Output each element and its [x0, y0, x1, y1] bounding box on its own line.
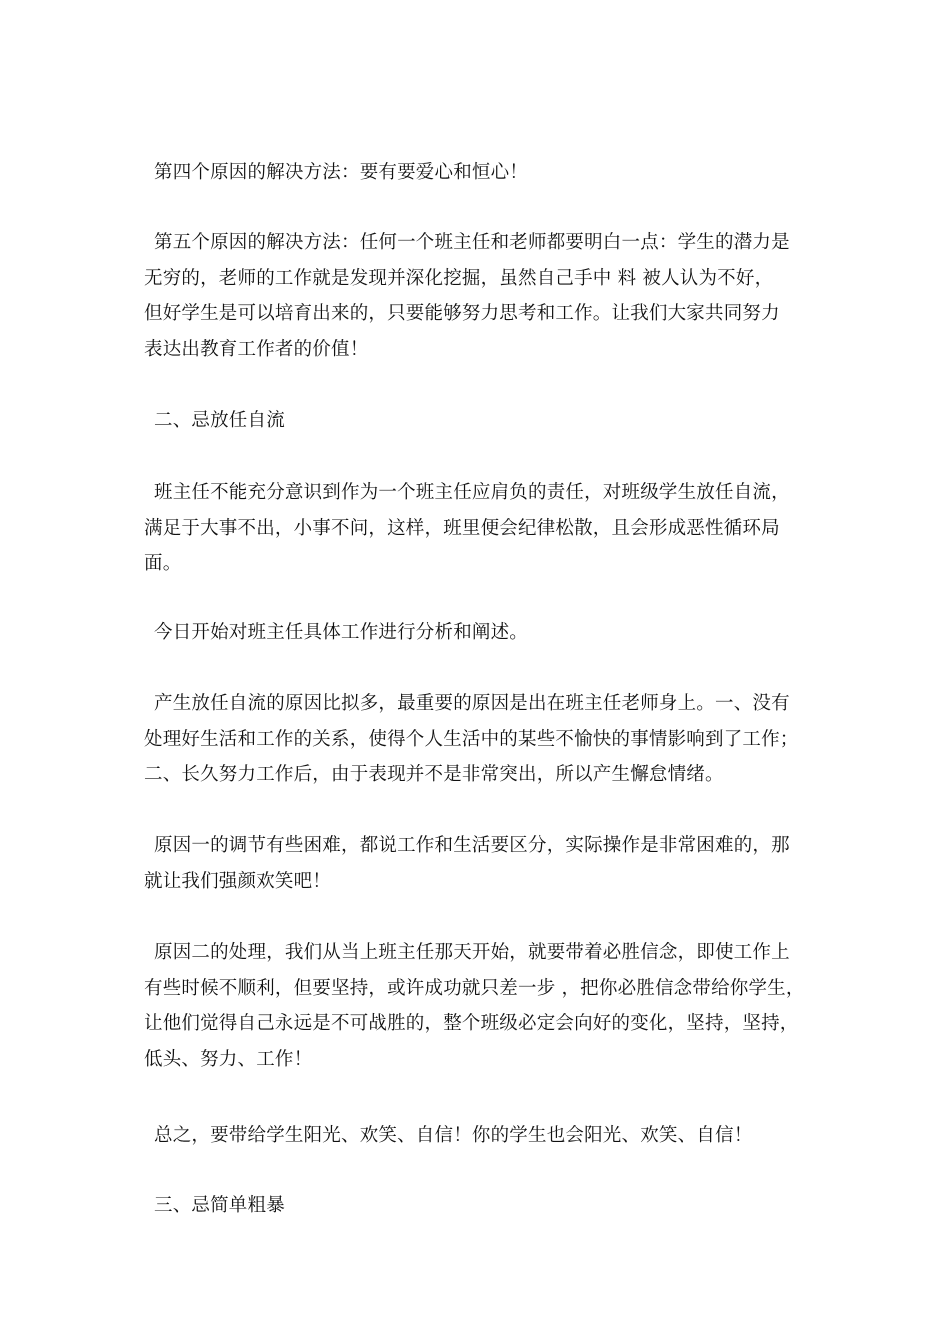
text-line: 第五个原因的解决方法：任何一个班主任和老师都要明白一点：学生的潜力是: [154, 232, 790, 253]
text-line: 处理好生活和工作的关系，使得个人生活中的某些不愉快的事情影响到了工作；: [144, 728, 799, 750]
heading-line: 三、忌简单粗暴: [154, 1195, 285, 1216]
heading-line: 二、忌放任自流: [154, 410, 285, 431]
text-line: 但好学生是可以培育出来的，只要能够努力思考和工作。让我们大家共同努力: [144, 303, 780, 324]
text-line: 让他们觉得自己永远是不可战胜的，整个班级必定会向好的变化，坚持，坚持，: [144, 1013, 799, 1034]
paragraph-fifth-reason-solution: [144, 225, 814, 367]
text-line: 面。: [144, 553, 182, 574]
text-line: 总之，要带给学生阳光、欢笑、自信！你的学生也会阳光、欢笑、自信！: [154, 1125, 753, 1146]
text-line: 产生放任自流的原因比拟多，最重要的原因是出在班主任老师身上。一、没有: [154, 693, 790, 714]
text-line: 原因一的调节有些困难，都说工作和生活要区分，实际操作是非常困难的，那: [154, 835, 790, 856]
text-line: 无穷的，老师的工作就是发现并深化挖掘，虽然自己手中 料 被人认为不好，: [144, 267, 774, 289]
text-line: 低头、努力、工作！: [144, 1048, 313, 1070]
text-line: 就让我们强颜欢笑吧！: [144, 870, 332, 892]
paragraph-summary: [144, 1118, 814, 1154]
text-line: 二、长久努力工作后，由于表现并不是非常突出，所以产生懈怠情绪。: [144, 764, 724, 785]
text-line: 第四个原因的解决方法：要有要爱心和恒心！: [154, 162, 529, 183]
text-line: 满足于大事不出，小事不问，这样，班里便会纪律松散，且会形成恶性循环局: [144, 517, 780, 539]
paragraph-today-analysis: [144, 615, 814, 651]
text-line: 原因二的处理，我们从当上班主任那天开始，就要带着必胜信念，即使工作上: [154, 942, 790, 963]
paragraph-cause-two: [144, 935, 814, 1077]
text-line: 今日开始对班主任具体工作进行分析和阐述。: [154, 622, 529, 643]
paragraph-causes: [144, 686, 814, 793]
text-line: 表达出教育工作者的价值！: [144, 338, 369, 360]
section-heading-3: [144, 1188, 814, 1224]
paragraph-laissez-faire: [144, 475, 814, 582]
text-line: 班主任不能充分意识到作为一个班主任应肩负的责任，对班级学生放任自流，: [154, 482, 790, 503]
text-line: 有些时候不顺利，但要坚持，或许成功就只差一步 ，把你必胜信念带给你学生，: [144, 977, 805, 999]
paragraph-cause-one: [144, 828, 814, 899]
section-heading-2: [144, 403, 814, 439]
paragraph-fourth-reason-solution: [144, 155, 814, 191]
